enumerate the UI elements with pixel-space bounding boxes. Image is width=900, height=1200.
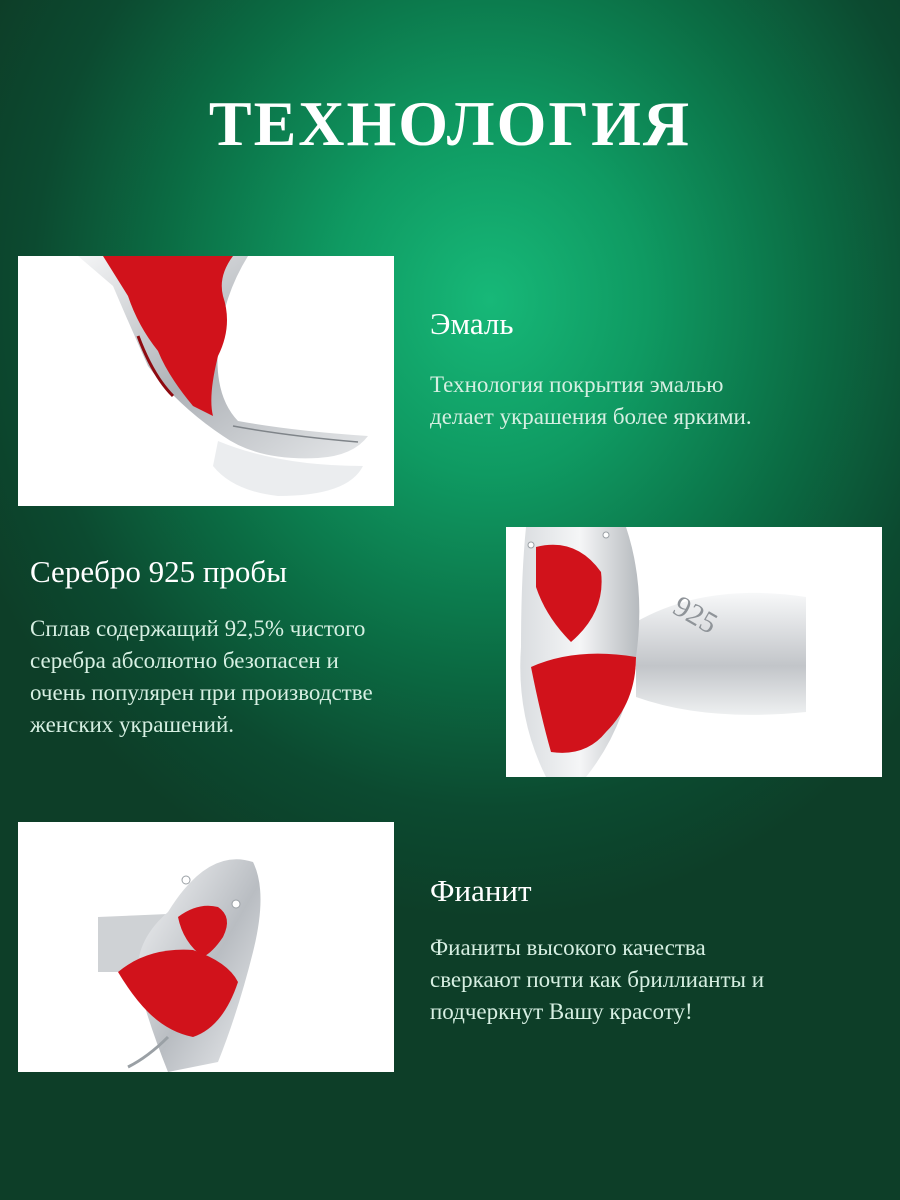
description-line: серебра абсолютно безопасен и bbox=[30, 648, 339, 673]
description-line: Технология покрытия эмалью bbox=[430, 372, 724, 397]
description-line: сверкают почти как бриллианты и bbox=[430, 967, 765, 992]
feature-description bbox=[430, 369, 870, 433]
feature-heading: Серебро 925 пробы bbox=[30, 554, 288, 589]
description-line: делает украшения более яркими. bbox=[430, 404, 752, 429]
feature-enamel bbox=[430, 308, 870, 433]
description-line: женских украшений. bbox=[30, 712, 235, 737]
description-line: Фианиты высокого качества bbox=[430, 935, 706, 960]
description-line: очень популярен при производстве bbox=[30, 680, 373, 705]
koi-stud-illustration bbox=[18, 822, 394, 1072]
feature-heading: Эмаль bbox=[430, 306, 514, 341]
silver-hallmark-photo bbox=[506, 527, 882, 777]
feature-description bbox=[30, 613, 470, 741]
enamel-closeup-photo bbox=[18, 256, 394, 506]
feature-cubic-zirconia bbox=[430, 875, 870, 1028]
koi-tail-illustration bbox=[18, 256, 394, 506]
cubic-zirconia-photo bbox=[18, 822, 394, 1072]
feature-description bbox=[430, 932, 870, 1028]
description-line: Сплав содержащий 92,5% чистого bbox=[30, 616, 366, 641]
hallmark-stamp: 925 bbox=[667, 589, 723, 641]
feature-heading: Фианит bbox=[430, 873, 532, 908]
feature-silver bbox=[30, 556, 470, 741]
koi-back-illustration bbox=[506, 527, 882, 777]
page-title: ТЕХНОЛОГИЯ bbox=[208, 88, 692, 159]
description-line: подчеркнут Вашу красоту! bbox=[430, 999, 693, 1024]
